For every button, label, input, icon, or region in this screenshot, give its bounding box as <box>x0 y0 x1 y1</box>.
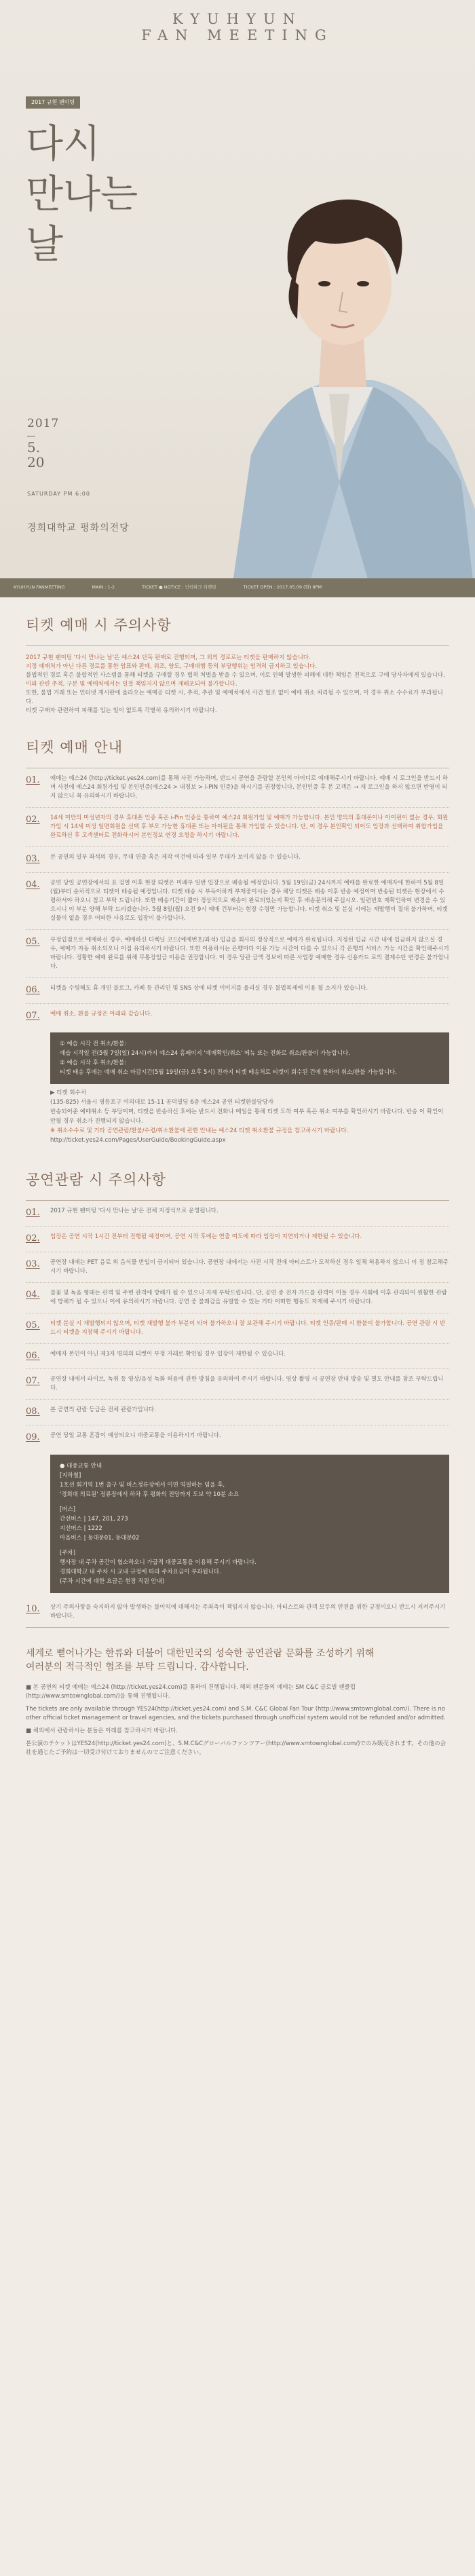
return-line: (135-825) 서울시 영등포구 여의대로 15-11 공덕빌딩 6층 예스24 공연 티켓환불담당자 <box>50 1099 274 1106</box>
item-text: 2017 규현 팬미팅 '다시 만나는 날'은 전체 지정석으로 운영됩니다. <box>50 1207 218 1214</box>
item-text: 예매자 본인이 아닌 제3자 명의의 티켓이 부정 거래로 확인될 경우 입장이 제한될 수 있습니다. <box>50 1350 286 1358</box>
item-text: 입장은 공연 시작 1시간 전부터 진행될 예정이며, 공연 시작 후에는 연출 여도에 따라 입장이 지연되거나 제한될 수 있습니다. <box>50 1233 362 1240</box>
transport-line: ● 대중교통 안내 <box>60 1463 102 1470</box>
info-item: KYUHYUN FANMEETING <box>14 584 65 591</box>
hero-main-line-1: 다시 <box>26 122 101 166</box>
item-number: 03. <box>26 853 40 864</box>
footnote: ■ 본 공연의 티켓 예매는 예스24 (http://ticket.yes24.com)를 통하여 진행됩니다. 해외 팬분들의 예매는 SM C&C 글로벌 팬클럽 (http://www.smtownglobal.com/)을 통해 진행됩니다. <box>26 1684 356 1700</box>
item-number: 07. <box>26 1010 40 1021</box>
ticket-guide-section <box>0 720 475 767</box>
list-item <box>26 1227 449 1252</box>
attendance-caution-list <box>0 1201 475 1627</box>
hero-date-month: 5. <box>27 439 41 455</box>
item-number: 02. <box>26 814 40 825</box>
list-item <box>26 1313 449 1344</box>
list-item <box>26 1369 449 1400</box>
item-text: 본 공연의 관람 등급은 전체 관람가입니다. <box>50 1406 156 1414</box>
caution-line: 또한, 불법 거래 또는 인터넷 게시판에 올라오는 예매공 티켓 시, 추적, 추관 및 예매처에서 사건 협조 없이 예매 취소 처리될 수 있으며, 이 경우 취소 수수료가 부과됩니다. <box>26 690 443 706</box>
item-number: 05. <box>26 1320 40 1330</box>
list-item <box>26 1344 449 1370</box>
ticket-caution-body <box>0 646 475 720</box>
transport-line: [지하철] <box>60 1472 81 1480</box>
item-text: 14세 미만의 미성년자의 경우 휴대폰 인증 혹은 i-Pin 인증을 통하여 예스24 회원가입 및 예매가 가능합니다. 본인 명의의 휴대폰이나 아이핀이 없는 경우, 회원 가입 시 14세 미성 일면회원을 선택 후 부모 가능한 휴대폰 또는 아이핀을 통해 가입할 수 있습니다. 단, 이 경우 본인확인 되어도 입장과 선택하여 취합가입을 완료하신 후 고객센터로 전화하시어 본인정보 변경 요청을 하시기 바랍니다. <box>50 814 449 839</box>
item-number: 04. <box>26 1289 40 1300</box>
attendance-caution-section <box>0 1152 475 1199</box>
footnote: 본公演のチケットはYES24(http://ticket.yes24.com)と、S.M.C&Cグローバルファンツアー(http://www.smtownglobal.com/)でのみ販売されます。その他の会社を通じたご予約は一切受け付けておりませんのでご注意ください。 <box>26 1740 446 1757</box>
item-number: 07. <box>26 1376 40 1387</box>
caution-line: 지정 예매처가 아닌 다른 경로를 통한 암표와 판매, 위조, 양도, 구매대행 등의 부당행위는 엄격히 금지하고 있습니다. <box>26 663 318 671</box>
list-item <box>26 1400 449 1425</box>
refund-line: ② 예습 시작 후 취소/환불: <box>60 1060 127 1067</box>
closing-message <box>0 1628 475 1683</box>
item-text: 티켓을 수령해도 휴 개인 불로그, 카페 등 관리인 및 SNS 상에 티켓 이미지를 올리실 경우 불법복제에 이용 될 소지가 있습니다. <box>50 984 368 992</box>
artist-portrait <box>204 102 475 597</box>
ticket-guide-list <box>0 768 475 1146</box>
item-text: 공연 당일 공연장에서의 표 검열 이후 현장 티켓은 미배부 일반 입장으로 배송될 예정입니다. 5월 19일(금) 24시까지 예매를 완료한 예매자에 한하여 5월 8일(월)부터 순차적으로 티켓이 배송될 예정입니다. 티켓 배송 시 부득이하게 부재중이시는 경우 해당 티켓은 배송 이후 반송 예정이며 반송된 티켓은 현장에서 수령하셔야 하오니 참고 부탁 드립니다. 또한 배송기간이 짧아 정상적으로 배송이 완료되었는지 확인 후 배송문의해 주십시오. 일련번호 재확인하여 변경을 수 있으시니 이 부분 양해 부탁 드리겠습니다. 5월 8일(월) 오전 9시 예매 건부터는 현장 수령만 가능합니다. 티켓 취소 및 분실 시에는 재발행이 절대 불가하며, 티켓 실물이 없을 경우 어떠한 사유로도 입장이 불가합니다. <box>50 879 448 922</box>
transport-line: 간선버스 | 147, 201, 273 <box>60 1516 128 1523</box>
footnote: The tickets are only available through YES24(http://ticket.yes24.com) and S.M. C&C Global Fan Tour (http://www.smtownglobal.com/). There is no other official ticket management or travel agencies, and the tickets purchased through unofficial system would not be refunded and/or admitted. <box>26 1706 446 1722</box>
item-text: 공연 당일 교통 혼잡이 예상되오니 대중교통을 이용하시기 바랍니다. <box>50 1432 221 1440</box>
item-number: 04. <box>26 879 40 890</box>
item-text: 예매 취소, 환불 규정은 아래와 같습니다. <box>50 1010 153 1018</box>
section-title: 공연관람 시 주의사항 <box>26 1172 166 1189</box>
list-item <box>26 1201 449 1227</box>
hero-event-tag: 2017 규현 팬미팅 <box>26 96 80 109</box>
item-number: 03. <box>26 1258 40 1269</box>
item-text: 상기 주의사항을 숙지하지 않아 발생하는 불이익에 대해서는 주최측이 책임지지 않습니다. 아티스트와 관객 모두의 안전을 위한 규정이오니 반드시 지켜주시기 바랍니다. <box>50 1604 446 1620</box>
footnotes <box>0 1683 475 1782</box>
list-item <box>26 930 449 978</box>
item-text: 본 공연의 일부 좌석의 경우, 무대 연출 혹은 제작 여건에 따라 일부 무대가 보이지 않을 수 있습니다. <box>50 853 301 861</box>
info-item: MAIN : 1-2 <box>92 584 115 591</box>
section-title: 티켓 예매 시 주의사항 <box>26 617 172 633</box>
hero-venue: 경희대학교 평화의전당 <box>27 523 130 534</box>
item-number: 08. <box>26 1406 40 1417</box>
section-title: 티켓 예매 안내 <box>26 739 124 756</box>
item-number: 01. <box>26 774 40 785</box>
caution-line: 2017 규현 팬미팅 '다시 만나는 날'은 예스24 단독 판매로 진행되며, 그 외의 경로로는 티켓을 판매하지 않습니다. <box>26 654 311 662</box>
item-number: 05. <box>26 936 40 947</box>
caution-line: 티켓 구매자 관련하여 피해를 입는 일이 없도록 각별히 유의하시기 바랍니다. <box>26 707 217 715</box>
caution-line: 불법적인 경로 혹은 불합적인 사스템을 통해 티켓을 구매할 경우 법적 처벌을 받을 수 있으며, 이로 인해 발생한 피해에 대한 책임은 전적으로 구매 당사자에게 있습니다. <box>26 672 445 679</box>
transport-line: 마을버스 | 동대문01, 동대문02 <box>60 1535 140 1542</box>
item-number: 10. <box>26 1604 40 1615</box>
hero-title <box>0 11 475 43</box>
hero-main-line-2: 만나는 <box>26 172 138 217</box>
list-item <box>26 1597 449 1627</box>
footnote: ■ 해외에서 관람하시는 분들은 아래를 참고하시기 바랍니다. <box>26 1728 178 1735</box>
refund-line: 티켓 배송 후에는 예매 취소 마감시간(5월 19일(금) 오후 5시) 전까지 티켓 배송처로 티켓이 회수된 건에 한하여 취소/환불 가능합니다. <box>60 1069 397 1077</box>
item-text: 불꽃 및 녹음 형태는 관객 및 주변 관객에 방해가 될 수 있으니 자제 부탁드립니다. 단, 공연 중 전자 가드를 관객이 이들 경우 사회에 이후 관리되어 원활한 관람에 방해가 될 수 있으니 이에 유의하시기 바랍니다. 공연 중 불쾌감을 유발할 수 있는 기타 어떠한 행동도 자제해 주시기 바랍니다. <box>50 1289 447 1305</box>
transport-line: 경희대학교 내 주차 시 교내 규정에 따라 주차요금이 부과됩니다. <box>60 1569 221 1576</box>
list-item <box>26 1283 449 1313</box>
hero-date-day: 20 <box>27 454 45 470</box>
list-item <box>26 768 449 808</box>
ticket-caution-section <box>0 597 475 645</box>
item-number: 01. <box>26 1207 40 1218</box>
refund-policy-box <box>50 1032 449 1084</box>
info-item: TICKET OPEN : 2017.05.09 (화) 8PM <box>243 584 322 591</box>
transport-line: [버스] <box>60 1506 76 1514</box>
return-line: ※ 취소수수료 및 기타 공연관람/환불/수령/취소환불에 관한 안내는 예스24 티켓 취소환불 규정을 참고하시기 바랍니다. <box>50 1127 349 1135</box>
item-number: 02. <box>26 1233 40 1244</box>
hero-banner <box>0 0 475 597</box>
refund-line: ① 예습 시각 전 취소/환불: <box>60 1041 127 1048</box>
ticket-return-info <box>26 1088 449 1145</box>
item-text: 공연장 내에는 PET 음료 외 음식물 반입이 금지되어 있습니다. 공연장 내에서는 사전 시작 전에 아티스트가 도착하신 경우 일체 허용하지 않으니 이 점 참고해주시기 바랍니다. <box>50 1258 449 1275</box>
item-number: 09. <box>26 1432 40 1443</box>
hero-info-bar <box>0 578 475 597</box>
info-item: TICKET ● NOTICE : 인터파크 티켓팅 <box>142 584 216 591</box>
transport-info-box <box>50 1455 449 1593</box>
hero-year: 2017 <box>27 417 60 430</box>
hero-main-line-3: 날 <box>26 222 64 267</box>
hero-title-artist: KYUHYUN <box>172 11 303 27</box>
list-item <box>26 847 449 873</box>
item-number: 06. <box>26 1350 40 1361</box>
closing-line: 여러분의 적극적인 협조를 부탁 드립니다. 감사합니다. <box>26 1662 249 1673</box>
item-number: 06. <box>26 984 40 995</box>
hero-title-event: FAN MEETING <box>141 27 334 43</box>
caution-line: 이와 관련 추적, 구분 및 예매처에서는 일절 책임지지 않으며 재배포되어 불가합니다. <box>26 681 238 688</box>
hero-main-title <box>26 119 138 269</box>
list-item <box>26 978 449 1004</box>
transport-line: (주차 시간에 대한 요금은 현장 직원 안내) <box>60 1578 165 1586</box>
transport-line: 지선버스 | 1222 <box>60 1525 102 1533</box>
hero-time: SATURDAY PM 6:00 <box>27 491 90 497</box>
return-line: ▶ 티켓 회수처 <box>50 1089 86 1097</box>
item-text: 예매는 예스24 (http://ticket.yes24.com)를 통해 사전 가능하며, 반드시 공연을 관람할 본인의 아이디로 예매해주시기 바랍니다. 예매 시 로그인을 반드시 하며 사전에 예스24 회원가입 및 본인인증(예스24 > 내정보 > i-PIN 인증)을 하시기를 권장합니다. 본인인증 후 본 고객은 → 재 로그인을 하지 않으면 반영이 되지 않으니 꼭 유의하시기 바랍니다. <box>50 774 449 800</box>
return-line: 반송되어준 예매취소 등 부당이며, 티켓을 반송하신 후에는 반드시 전화나 메일을 통해 티켓 도착 여부 혹은 취소 여부를 확인하시기 바랍니다. 반송 이 확인이 안될 경우 취소가 진행되지 않습니다. <box>50 1108 444 1125</box>
item-text: 티켓 분실 시 재발행되지 않으며, 티켓 재발행 불가 부분이 되어 불가하오니 잘 보관해 주시기 바랍니다. 티켓 인증/판매 시 환불이 불가합니다. 공연 관람 시 반드시 티켓을 지참해 주시기 바랍니다. <box>50 1320 446 1336</box>
item-text: 부정입점으로 예매하신 경우, 예매하신 디렉닐 코드(예매번호/좌석) 입금을 회사의 정상적으로 예매가 완료됩니다. 지정된 입금 시간 내에 입금하지 않으실 경우, 예매가 자동 취소되오니 이점 유의하시기 바랍니다. 또한 이용하시는 은행마다 이용 가능 시간이 다를 수 있으니 각 은행의 서비스 가능 시간을 확인해주시기 바랍니다. 정황한 예매 완료를 위해 무통장입금 이용을 권장합니다. 이 경우 당관 금액 정보에 따른 사업장 예매한 경우 신용카드 로의 결제수단 변경은 불가합니다. <box>50 936 449 970</box>
refund-line: 예습 시작일 전(5월 7일(일) 24시)까지 예스24 홈페이지 '예매확인/취소' 메뉴 또는 전화로 취소/환불이 가능합니다. <box>60 1050 350 1058</box>
closing-line: 세계로 뻗어나가는 한류와 더불어 대한민국의 성숙한 공연관람 문화를 조성하기 위해 <box>26 1648 375 1660</box>
list-item <box>26 808 449 847</box>
transport-line: [주차] <box>60 1550 76 1557</box>
transport-line: '경희대 의료원' 정류장에서 하차 후 평화의 전당까지 도보 약 10분 소요 <box>60 1491 240 1499</box>
hero-date <box>27 440 44 470</box>
list-item <box>26 873 449 930</box>
refund-guide-link[interactable]: http://ticket.yes24.com/Pages/UserGuide/BookingGuide.aspx <box>50 1137 226 1144</box>
list-item <box>26 1252 449 1283</box>
transport-line: 1호선 회기역 1번 출구 및 버스정류장에서 이면 역필하는 덤을 후, <box>60 1482 225 1489</box>
item-text: 공연장 내에서 라이브, 녹취 등 영상/음성 녹화 허용에 관한 방침을 유의하여 주시기 바랍니다. 영상 촬영 시 공연장 안내 방송 및 별도 안내를 참조 부탁드립니다. <box>50 1376 444 1392</box>
list-item <box>26 1004 449 1029</box>
list-item <box>26 1425 449 1451</box>
transport-line: 행사장 내 주차 공간이 협소하오니 가급적 대중교통을 이용해 주시기 바랍니다. <box>60 1559 256 1567</box>
